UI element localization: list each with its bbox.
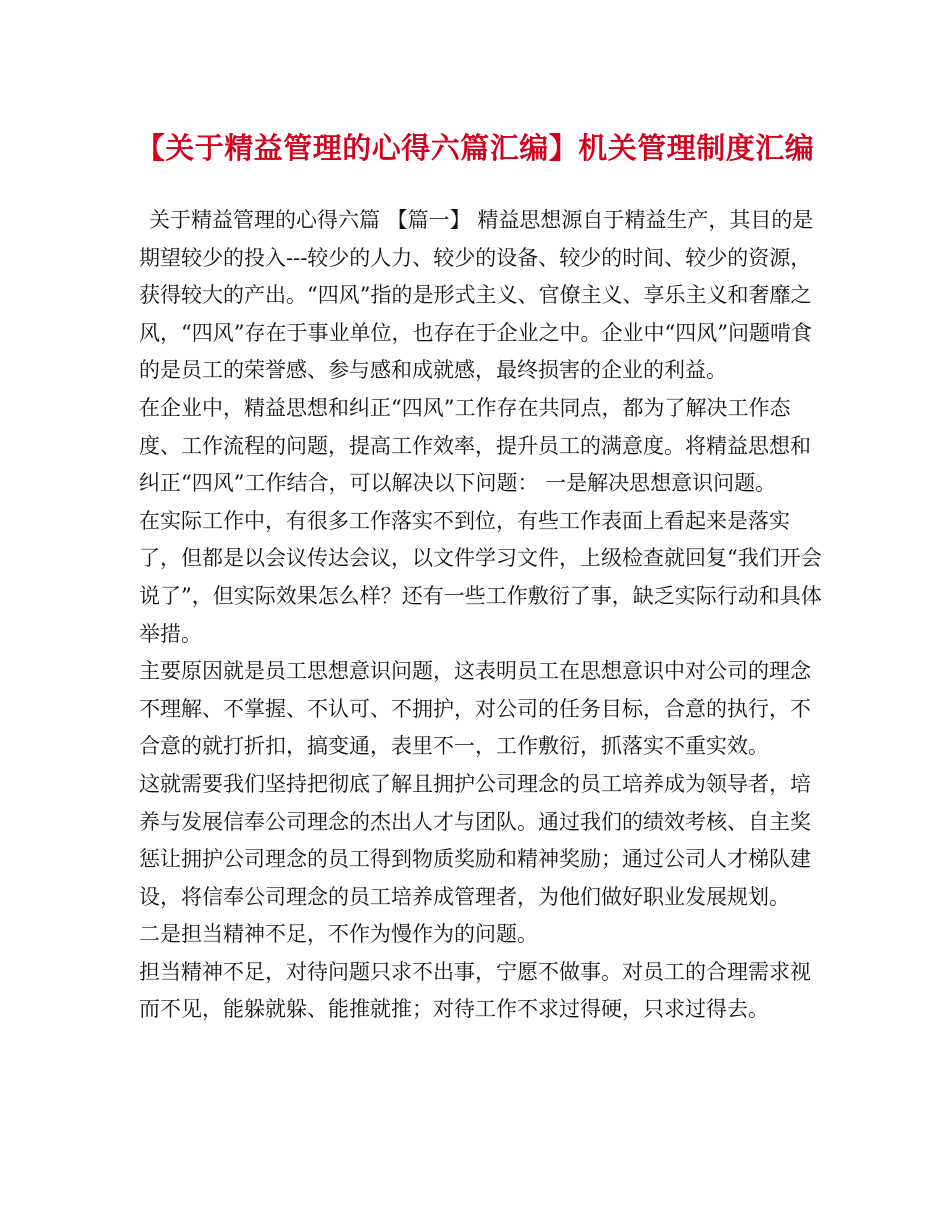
paragraph-3: 在实际工作中，有很多工作落实不到位，有些工作表面上看起来是落实了，但都是以会议传达会议，以文件学习文件，上级检查就回复“我们开会说了”，但实际效果怎么样？还有一些工作敷衍了事，缺乏实际行动和具体举措。 <box>139 508 822 646</box>
paragraph-1: 关于精益管理的心得六篇 【篇一】 精益思想源自于精益生产，其目的是期望较少的投入---较少的人力、较少的设备、较少的时间、较少的资源，获得较大的产出。“四风”指的是形式主义、官僚主义、享乐主义和奢靡之风，“四风”存在于事业单位，也存在于企业之中。企业中“四风”问题啃食的是员工的荣誉感、参与感和成就感，最终损害的企业的利益。 <box>139 208 814 383</box>
paragraph-4: 主要原因就是员工思想意识问题，这表明员工在思想意识中对公司的理念不理解、不掌握、不认可、不拥护，对公司的任务目标，合意的执行，不合意的就打折扣，搞变通，表里不一，工作敷衍，抓落实不重实效。 <box>139 659 811 759</box>
paragraph-6: 二是担当精神不足，不作为慢作为的问题。 <box>139 922 538 947</box>
paragraph-2: 在企业中，精益思想和纠正“四风”工作存在共同点，都为了解决工作态度、工作流程的问题，提高工作效率，提升员工的满意度。将精益思想和纠正“四风”工作结合，可以解决以下问题： 一是解决思想意识问题。 <box>139 395 811 496</box>
document-title: 【关于精益管理的心得六篇汇编】机关管理制度汇编 <box>135 131 815 165</box>
document-body <box>139 202 829 1029</box>
paragraph-7: 担当精神不足，对待问题只求不出事，宁愿不做事。对员工的合理需求视而不见，能躲就躲、能推就推；对待工作不求过得硬，只求过得去。 <box>139 959 811 1022</box>
paragraph-5: 这就需要我们坚持把彻底了解且拥护公司理念的员工培养成为领导者，培养与发展信奉公司理念的杰出人才与团队。通过我们的绩效考核、自主奖惩让拥护公司理念的员工得到物质奖励和精神奖励；通过公司人才梯队建设，将信奉公司理念的员工培养成管理者，为他们做好职业发展规划。 <box>139 771 811 909</box>
